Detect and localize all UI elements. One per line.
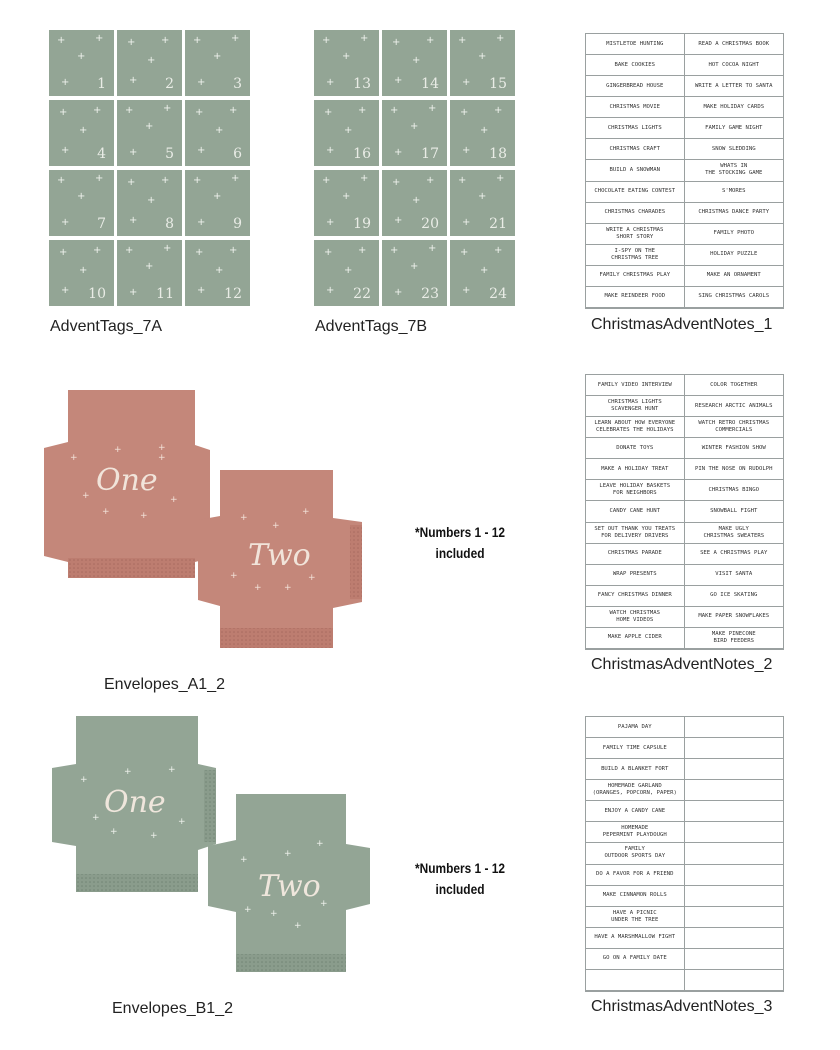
note-cell: MAKE AN ORNAMENT: [685, 266, 784, 287]
advent-tag: [49, 240, 114, 306]
advent-tag-number: 11: [156, 286, 174, 302]
star-icon: +: [213, 51, 222, 62]
star-icon: +: [426, 35, 435, 46]
svg-text:+: +: [272, 521, 280, 531]
advent-tag-number: 4: [97, 146, 106, 162]
star-icon: +: [322, 35, 331, 46]
envelope-two-pink: [198, 470, 362, 648]
star-icon: +: [460, 107, 469, 118]
note-cell: CHRISTMAS LIGHTS SCAVENGER HUNT: [586, 396, 685, 417]
note-cell: [685, 738, 784, 759]
advent-tag: [314, 30, 379, 96]
advent-tag-number: 15: [489, 76, 507, 92]
advent-tag-number: 10: [88, 286, 106, 302]
note-cell: WINTER FASHION SHOW: [685, 438, 784, 459]
note-cell: RESEARCH ARCTIC ANIMALS: [685, 396, 784, 417]
star-icon: +: [231, 173, 240, 184]
envelopes-b-note-line2: included: [435, 881, 485, 897]
envelopes-b-note-line1: *Numbers 1 - 12: [415, 860, 505, 876]
star-icon: +: [125, 105, 134, 116]
envelopes-a-caption: Envelopes_A1_2: [104, 676, 225, 693]
svg-text:+: +: [254, 583, 262, 593]
star-icon: +: [462, 145, 471, 156]
star-icon: +: [129, 75, 138, 86]
svg-text:+: +: [158, 443, 166, 453]
note-cell: MAKE CINNAMON ROLLS: [586, 886, 685, 907]
advent-tag: [185, 170, 250, 236]
star-icon: +: [77, 191, 86, 202]
advent-tag-number: 1: [97, 76, 106, 92]
star-icon: +: [412, 55, 421, 66]
star-icon: +: [213, 191, 222, 202]
note-cell: [586, 970, 685, 991]
star-icon: +: [358, 105, 367, 116]
note-cell: FAMILY VIDEO INTERVIEW: [586, 375, 685, 396]
svg-text:+: +: [270, 909, 278, 919]
note-cell: [685, 970, 784, 991]
envelope-one-green-word: One: [104, 785, 166, 820]
note-cell: [685, 717, 784, 738]
svg-text:+: +: [284, 849, 292, 859]
envelopes-a-note-line1: *Numbers 1 - 12: [415, 524, 505, 540]
advent-tags-7a-caption: AdventTags_7A: [50, 318, 163, 335]
note-cell: MISTLETOE HUNTING: [586, 34, 685, 55]
star-icon: +: [163, 103, 172, 114]
advent-tag: [185, 100, 250, 166]
svg-text:+: +: [150, 831, 158, 841]
note-cell: SNOW SLEDDING: [685, 139, 784, 160]
envelope-one-pink: [44, 390, 210, 578]
star-icon: +: [344, 125, 353, 136]
note-cell: FAMILY OUTDOOR SPORTS DAY: [586, 843, 685, 864]
advent-tag: [314, 100, 379, 166]
note-cell: PIN THE NOSE ON RUDOLPH: [685, 459, 784, 480]
svg-text:+: +: [124, 767, 132, 777]
advent-tag: [314, 170, 379, 236]
christmas-advent-notes-1-caption: ChristmasAdventNotes_1: [591, 316, 773, 333]
envelope-two-green-word: Two: [258, 869, 321, 904]
star-icon: +: [462, 217, 471, 228]
svg-text:+: +: [110, 827, 118, 837]
svg-text:+: +: [82, 491, 90, 501]
star-icon: +: [147, 195, 156, 206]
note-cell: [685, 865, 784, 886]
star-icon: +: [61, 77, 70, 88]
note-cell: VISIT SANTA: [685, 565, 784, 586]
note-cell: DO A FAVOR FOR A FRIEND: [586, 865, 685, 886]
advent-tag: [382, 170, 447, 236]
star-icon: +: [342, 191, 351, 202]
envelopes-a-numbers-note: [413, 522, 507, 564]
svg-text:+: +: [316, 839, 324, 849]
star-icon: +: [410, 121, 419, 132]
star-icon: +: [127, 177, 136, 188]
svg-text:+: +: [308, 573, 316, 583]
advent-tag: [117, 100, 182, 166]
envelope-one-word: One: [96, 463, 158, 498]
advent-tag-number: 16: [353, 146, 371, 162]
note-cell: MAKE UGLY CHRISTMAS SWEATERS: [685, 523, 784, 544]
note-cell: [685, 780, 784, 801]
envelopes-a-illustration: [40, 390, 370, 652]
note-cell: GO ICE SKATING: [685, 586, 784, 607]
star-icon: +: [93, 245, 102, 256]
svg-text:+: +: [140, 511, 148, 521]
note-cell: [685, 759, 784, 780]
star-icon: +: [360, 33, 369, 44]
note-cell: WHATS IN THE STOCKING GAME: [685, 160, 784, 181]
advent-tag: [450, 170, 515, 236]
note-cell: WRITE A LETTER TO SANTA: [685, 76, 784, 97]
note-cell: COLOR TOGETHER: [685, 375, 784, 396]
star-icon: +: [394, 287, 403, 298]
star-icon: +: [392, 177, 401, 188]
advent-tag: [49, 30, 114, 96]
star-icon: +: [161, 175, 170, 186]
star-icon: +: [428, 103, 437, 114]
star-icon: +: [480, 265, 489, 276]
note-cell: BUILD A SNOWMAN: [586, 160, 685, 181]
svg-text:+: +: [114, 445, 122, 455]
svg-text:+: +: [244, 905, 252, 915]
star-icon: +: [410, 261, 419, 272]
note-cell: WATCH RETRO CHRISTMAS COMMERCIALS: [685, 417, 784, 438]
note-cell: SET OUT THANK YOU TREATS FOR DELIVERY DRIVERS: [586, 523, 685, 544]
star-icon: +: [61, 285, 70, 296]
star-icon: +: [231, 33, 240, 44]
star-icon: +: [193, 175, 202, 186]
svg-text:+: +: [92, 813, 100, 823]
star-icon: +: [79, 125, 88, 136]
star-icon: +: [326, 77, 335, 88]
star-icon: +: [147, 55, 156, 66]
christmas-advent-notes-3-sheet: [585, 716, 784, 992]
star-icon: +: [394, 215, 403, 226]
star-icon: +: [344, 265, 353, 276]
advent-tag: [382, 240, 447, 306]
note-cell: [685, 949, 784, 970]
advent-tag-number: 19: [353, 216, 371, 232]
star-icon: +: [195, 107, 204, 118]
star-icon: +: [79, 265, 88, 276]
star-icon: +: [322, 175, 331, 186]
note-cell: MAKE APPLE CIDER: [586, 628, 685, 649]
star-icon: +: [412, 195, 421, 206]
advent-tag-number: 14: [421, 76, 439, 92]
advent-tag-number: 8: [165, 216, 174, 232]
star-icon: +: [458, 35, 467, 46]
svg-text:+: +: [80, 775, 88, 785]
star-icon: +: [460, 247, 469, 258]
star-icon: +: [145, 121, 154, 132]
star-icon: +: [324, 247, 333, 258]
advent-tag-number: 13: [353, 76, 371, 92]
svg-text:+: +: [170, 495, 178, 505]
star-icon: +: [215, 125, 224, 136]
christmas-advent-notes-1-sheet: [585, 33, 784, 309]
note-cell: WRAP PRESENTS: [586, 565, 685, 586]
advent-tag: [382, 100, 447, 166]
svg-text:+: +: [230, 571, 238, 581]
note-cell: SNOWBALL FIGHT: [685, 501, 784, 522]
star-icon: +: [57, 175, 66, 186]
star-icon: +: [229, 245, 238, 256]
star-icon: +: [478, 51, 487, 62]
note-cell: HOT COCOA NIGHT: [685, 55, 784, 76]
note-cell: MAKE A HOLIDAY TREAT: [586, 459, 685, 480]
advent-tag-number: 17: [421, 146, 439, 162]
note-cell: [685, 822, 784, 843]
advent-tags-7b-caption: AdventTags_7B: [315, 318, 428, 335]
star-icon: +: [496, 33, 505, 44]
star-icon: +: [61, 145, 70, 156]
advent-tag-number: 7: [97, 216, 106, 232]
star-icon: +: [197, 77, 206, 88]
advent-tag: [117, 30, 182, 96]
note-cell: FANCY CHRISTMAS DINNER: [586, 586, 685, 607]
note-cell: LEARN ABOUT HOW EVERYONE CELEBRATES THE HOLIDAYS: [586, 417, 685, 438]
advent-tag: [185, 30, 250, 96]
star-icon: +: [494, 105, 503, 116]
star-icon: +: [59, 247, 68, 258]
star-icon: +: [193, 35, 202, 46]
advent-tag-number: 6: [233, 146, 242, 162]
svg-text:+: +: [178, 817, 186, 827]
advent-tag: [49, 170, 114, 236]
star-icon: +: [462, 285, 471, 296]
svg-text:+: +: [302, 507, 310, 517]
note-cell: CHRISTMAS BINGO: [685, 480, 784, 501]
advent-tag: [450, 30, 515, 96]
advent-tag-number: 21: [489, 216, 507, 232]
note-cell: WATCH CHRISTMAS HOME VIDEOS: [586, 607, 685, 628]
note-cell: CHRISTMAS CRAFT: [586, 139, 685, 160]
star-icon: +: [428, 243, 437, 254]
note-cell: CHOCOLATE EATING CONTEST: [586, 182, 685, 203]
note-cell: ENJOY A CANDY CANE: [586, 801, 685, 822]
svg-text:+: +: [168, 765, 176, 775]
note-cell: [685, 928, 784, 949]
note-cell: CHRISTMAS DANCE PARTY: [685, 203, 784, 224]
star-icon: +: [326, 285, 335, 296]
star-icon: +: [358, 245, 367, 256]
envelopes-a-note-line2: included: [435, 545, 485, 561]
star-icon: +: [57, 35, 66, 46]
christmas-advent-notes-2-sheet: [585, 374, 784, 650]
star-icon: +: [390, 245, 399, 256]
note-cell: HOMEMADE GARLAND (ORANGES, POPCORN, PAPER): [586, 780, 685, 801]
svg-text:+: +: [102, 507, 110, 517]
advent-tags-7b-sheet: [314, 30, 515, 306]
note-cell: FAMILY GAME NIGHT: [685, 118, 784, 139]
star-icon: +: [478, 191, 487, 202]
star-icon: +: [163, 243, 172, 254]
star-icon: +: [195, 247, 204, 258]
star-icon: +: [324, 107, 333, 118]
note-cell: READ A CHRISTMAS BOOK: [685, 34, 784, 55]
star-icon: +: [129, 147, 138, 158]
envelopes-b-numbers-note: [413, 858, 507, 900]
star-icon: +: [462, 77, 471, 88]
note-cell: GINGERBREAD HOUSE: [586, 76, 685, 97]
note-cell: FAMILY TIME CAPSULE: [586, 738, 685, 759]
note-cell: MAKE REINDEER FOOD: [586, 287, 685, 308]
note-cell: FAMILY CHRISTMAS PLAY: [586, 266, 685, 287]
christmas-advent-notes-2-caption: ChristmasAdventNotes_2: [591, 656, 773, 673]
star-icon: +: [494, 245, 503, 256]
advent-tag-number: 20: [421, 216, 439, 232]
star-icon: +: [127, 37, 136, 48]
note-cell: HAVE A MARSHMALLOW FIGHT: [586, 928, 685, 949]
star-icon: +: [229, 105, 238, 116]
star-icon: +: [129, 287, 138, 298]
note-cell: CHRISTMAS LIGHTS: [586, 118, 685, 139]
envelope-two-word: Two: [248, 538, 311, 573]
note-cell: HAVE A PICNIC UNDER THE TREE: [586, 907, 685, 928]
star-icon: +: [326, 145, 335, 156]
note-cell: S'MORES: [685, 182, 784, 203]
note-cell: CHRISTMAS PARADE: [586, 544, 685, 565]
advent-tag: [382, 30, 447, 96]
note-cell: CANDY CANE HUNT: [586, 501, 685, 522]
star-icon: +: [129, 215, 138, 226]
advent-tag-number: 9: [233, 216, 242, 232]
advent-tag: [450, 100, 515, 166]
note-cell: HOMEMADE PEPERMINT PLAYDOUGH: [586, 822, 685, 843]
note-cell: HOLIDAY PUZZLE: [685, 245, 784, 266]
note-cell: MAKE HOLIDAY CARDS: [685, 97, 784, 118]
star-icon: +: [480, 125, 489, 136]
svg-text:+: +: [70, 453, 78, 463]
svg-text:+: +: [158, 453, 166, 463]
star-icon: +: [93, 105, 102, 116]
star-icon: +: [392, 37, 401, 48]
note-cell: BUILD A BLANKET FORT: [586, 759, 685, 780]
star-icon: +: [197, 285, 206, 296]
star-icon: +: [125, 245, 134, 256]
svg-text:+: +: [240, 855, 248, 865]
star-icon: +: [95, 173, 104, 184]
note-cell: SEE A CHRISTMAS PLAY: [685, 544, 784, 565]
note-cell: [685, 907, 784, 928]
star-icon: +: [161, 35, 170, 46]
advent-tag: [117, 240, 182, 306]
star-icon: +: [61, 217, 70, 228]
note-cell: SING CHRISTMAS CAROLS: [685, 287, 784, 308]
star-icon: +: [145, 261, 154, 272]
advent-tag: [49, 100, 114, 166]
advent-tag-number: 24: [489, 286, 507, 302]
note-cell: LEAVE HOLIDAY BASKETS FOR NEIGHBORS: [586, 480, 685, 501]
christmas-advent-notes-3-caption: ChristmasAdventNotes_3: [591, 998, 773, 1015]
star-icon: +: [426, 175, 435, 186]
star-icon: +: [342, 51, 351, 62]
note-cell: [685, 886, 784, 907]
star-icon: +: [197, 217, 206, 228]
star-icon: +: [95, 33, 104, 44]
star-icon: +: [59, 107, 68, 118]
advent-tag: [185, 240, 250, 306]
advent-tag-number: 23: [421, 286, 439, 302]
advent-tag-number: 12: [224, 286, 242, 302]
star-icon: +: [496, 173, 505, 184]
star-icon: +: [197, 145, 206, 156]
star-icon: +: [326, 217, 335, 228]
star-icon: +: [390, 105, 399, 116]
star-icon: +: [77, 51, 86, 62]
envelope-two-green: [208, 794, 370, 972]
note-cell: [685, 801, 784, 822]
advent-tag: [117, 170, 182, 236]
note-cell: MAKE PAPER SNOWFLAKES: [685, 607, 784, 628]
envelopes-b-caption: Envelopes_B1_2: [112, 1000, 233, 1017]
svg-text:+: +: [240, 513, 248, 523]
advent-tag: [314, 240, 379, 306]
star-icon: +: [394, 75, 403, 86]
svg-text:+: +: [284, 583, 292, 593]
note-cell: CHRISTMAS CHARADES: [586, 203, 685, 224]
note-cell: FAMILY PHOTO: [685, 224, 784, 245]
note-cell: GO ON A FAMILY DATE: [586, 949, 685, 970]
note-cell: I-SPY ON THE CHRISTMAS TREE: [586, 245, 685, 266]
advent-tag-number: 3: [233, 76, 242, 92]
advent-tag-number: 18: [489, 146, 507, 162]
svg-text:+: +: [320, 899, 328, 909]
star-icon: +: [394, 147, 403, 158]
star-icon: +: [458, 175, 467, 186]
note-cell: BAKE COOKIES: [586, 55, 685, 76]
note-cell: MAKE PINECONE BIRD FEEDERS: [685, 628, 784, 649]
advent-tag-number: 2: [165, 76, 174, 92]
note-cell: PAJAMA DAY: [586, 717, 685, 738]
note-cell: DONATE TOYS: [586, 438, 685, 459]
advent-tags-7a-sheet: [49, 30, 250, 306]
star-icon: +: [360, 173, 369, 184]
advent-tag-number: 5: [165, 146, 174, 162]
advent-tag-number: 22: [353, 286, 371, 302]
advent-tag: [450, 240, 515, 306]
note-cell: [685, 843, 784, 864]
svg-text:+: +: [294, 921, 302, 931]
envelope-one-green: [52, 716, 216, 892]
envelopes-b-illustration: [48, 716, 378, 978]
note-cell: CHRISTMAS MOVIE: [586, 97, 685, 118]
star-icon: +: [215, 265, 224, 276]
note-cell: WRITE A CHRISTMAS SHORT STORY: [586, 224, 685, 245]
